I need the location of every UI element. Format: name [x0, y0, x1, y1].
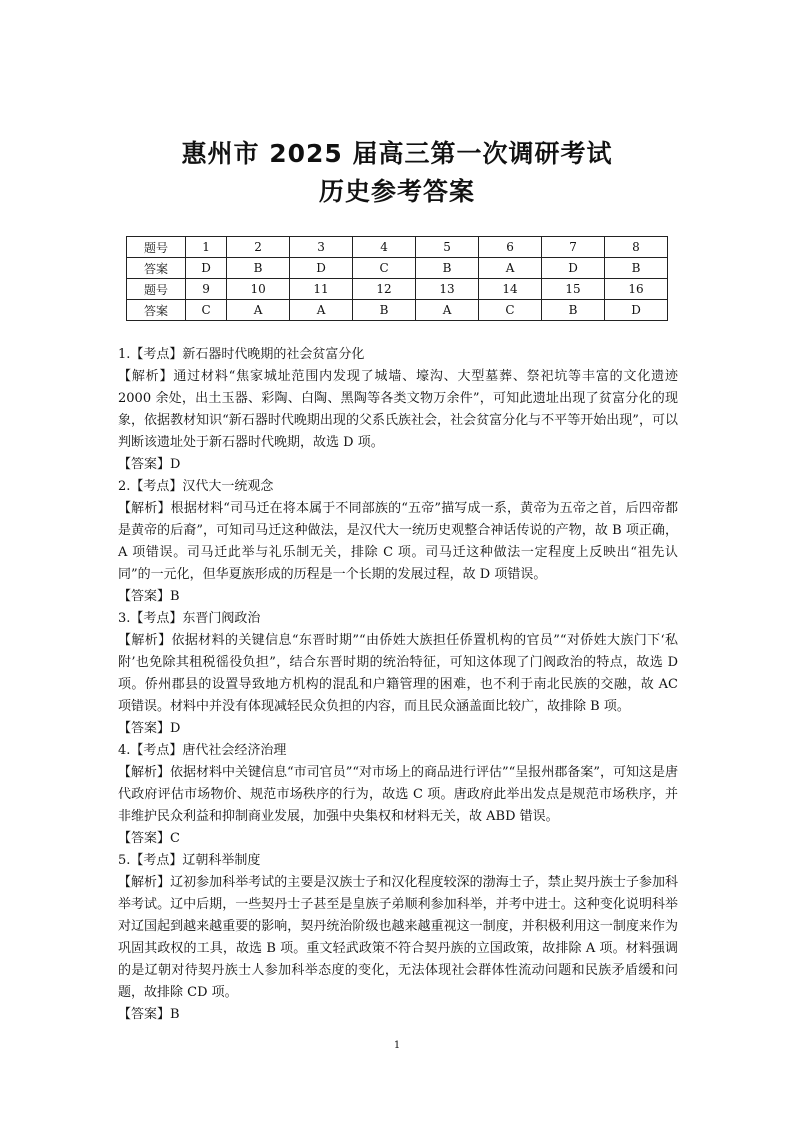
table-cell: 13 [416, 279, 479, 300]
table-row [127, 237, 668, 258]
question-topic: 1.【考点】新石器时代晚期的社会贫富分化 [118, 347, 365, 362]
table-cell: C [353, 258, 416, 279]
table-cell: D [290, 258, 353, 279]
table-cell: A [227, 300, 290, 321]
question-answer: 【答案】D [118, 457, 181, 472]
table-row [127, 300, 668, 321]
question-topic: 4.【考点】唐代社会经济治理 [118, 743, 287, 758]
question-block [118, 740, 678, 850]
question-analysis: 【解析】根据材料“司马迁在将本属于不同部族的“五帝”描写成一系，黄帝为五帝之首，后四帝都是黄帝的后裔”，可知司马迁这种做法，是汉代大一统历史观整合神话传说的产物，故 B 项正确，A 项错误。司马迁此举与礼乐制无关，排除 C 项。司马迁这种做法一定程度上反映出“祖先认同”的一元化，但华夏族形成的历程是一个长期的发展过程，故 D 项错误。 [118, 501, 678, 582]
row-header: 答案 [127, 300, 186, 321]
table-cell: 5 [416, 237, 479, 258]
table-cell: 14 [479, 279, 542, 300]
question-analysis: 【解析】依据材料中关键信息“市司官员”“对市场上的商品进行评估”“呈报州郡备案”，可知这是唐代政府评估市场物价、规范市场秩序的行为，故选 C 项。唐政府此举出发点是规范市场秩序，并非维护民众利益和抑制商业发展，加强中央集权和材料无关，故 ABD 错误。 [118, 765, 678, 824]
question-block [118, 850, 678, 1026]
question-topic: 3.【考点】东晋门阀政治 [118, 611, 261, 626]
table-cell: B [605, 258, 668, 279]
table-cell: A [479, 258, 542, 279]
table-cell: B [542, 300, 605, 321]
question-analysis: 【解析】依据材料的关键信息“东晋时期”“由侨姓大族担任侨置机构的官员”“对侨姓大族门下‘私附’也免除其租税徭役负担”，结合东晋时期的统治特征，可知这体现了门阀政治的特点，故选 D 项。侨州郡县的设置导致地方机构的混乱和户籍管理的困难，也不利于南北民族的交融，故 AC 项错误。材料中并没有体现减轻民众负担的内容，而且民众涵盖面比较广，故排除 B 项。 [118, 633, 678, 714]
table-cell: A [290, 300, 353, 321]
question-answer: 【答案】C [118, 831, 180, 846]
table-cell: A [416, 300, 479, 321]
table-cell: D [605, 300, 668, 321]
answer-table [126, 236, 668, 321]
table-cell: B [353, 300, 416, 321]
question-block [118, 476, 678, 608]
answer-explanations [118, 344, 678, 1026]
table-cell: 16 [605, 279, 668, 300]
table-cell: C [186, 300, 227, 321]
table-cell: 3 [290, 237, 353, 258]
table-cell: 7 [542, 237, 605, 258]
table-cell: B [416, 258, 479, 279]
question-answer: 【答案】D [118, 721, 181, 736]
question-analysis: 【解析】辽初参加科举考试的主要是汉族士子和汉化程度较深的渤海士子，禁止契丹族士子参加科举考试。辽中后期，一些契丹士子甚至是皇族子弟顺利参加科举，并考中进士。这种变化说明科举对辽国起到越来越重要的影响，契丹统治阶级也越来越重视这一制度，并积极利用这一制度来作为巩固其政权的工具，故选 B 项。重文轻武政策不符合契丹族的立国政策，故排除 A 项。材料强调的是辽朝对待契丹族士人参加科举态度的变化，无法体现社会群体性流动问题和民族矛盾缓和问题，故排除 CD 项。 [118, 875, 678, 1000]
table-cell: 9 [186, 279, 227, 300]
table-cell: D [186, 258, 227, 279]
table-cell: D [542, 258, 605, 279]
question-topic: 2.【考点】汉代大一统观念 [118, 479, 274, 494]
table-cell: 10 [227, 279, 290, 300]
table-row [127, 258, 668, 279]
document-subtitle: 历史参考答案 [318, 177, 475, 206]
page-number: 1 [393, 1040, 401, 1051]
question-topic: 5.【考点】辽朝科举制度 [118, 853, 261, 868]
document-title: 惠州市 2025 届高三第一次调研考试 [181, 139, 613, 168]
table-row [127, 279, 668, 300]
row-header: 答案 [127, 258, 186, 279]
table-cell: 15 [542, 279, 605, 300]
question-answer: 【答案】B [118, 589, 180, 604]
table-cell: 4 [353, 237, 416, 258]
table-cell: 2 [227, 237, 290, 258]
table-cell: 1 [186, 237, 227, 258]
table-cell: B [227, 258, 290, 279]
table-cell: 6 [479, 237, 542, 258]
row-header: 题号 [127, 237, 186, 258]
question-answer: 【答案】B [118, 1007, 180, 1022]
question-analysis: 【解析】通过材料“焦家城址范围内发现了城墙、壕沟、大型墓葬、祭祀坑等丰富的文化遗迹 2000 余处，出土玉器、彩陶、白陶、黑陶等各类文物万余件”，可知此遗址出现了贫富分化的现象，依据教材知识“新石器时代晚期出现的父系氏族社会，社会贫富分化与不平等开始出现”，可以判断该遗址处于新石器时代晚期，故选 D 项。 [118, 369, 678, 450]
table-cell: C [479, 300, 542, 321]
row-header: 题号 [127, 279, 186, 300]
question-block [118, 344, 678, 476]
table-cell: 8 [605, 237, 668, 258]
table-cell: 11 [290, 279, 353, 300]
question-block [118, 608, 678, 740]
table-cell: 12 [353, 279, 416, 300]
